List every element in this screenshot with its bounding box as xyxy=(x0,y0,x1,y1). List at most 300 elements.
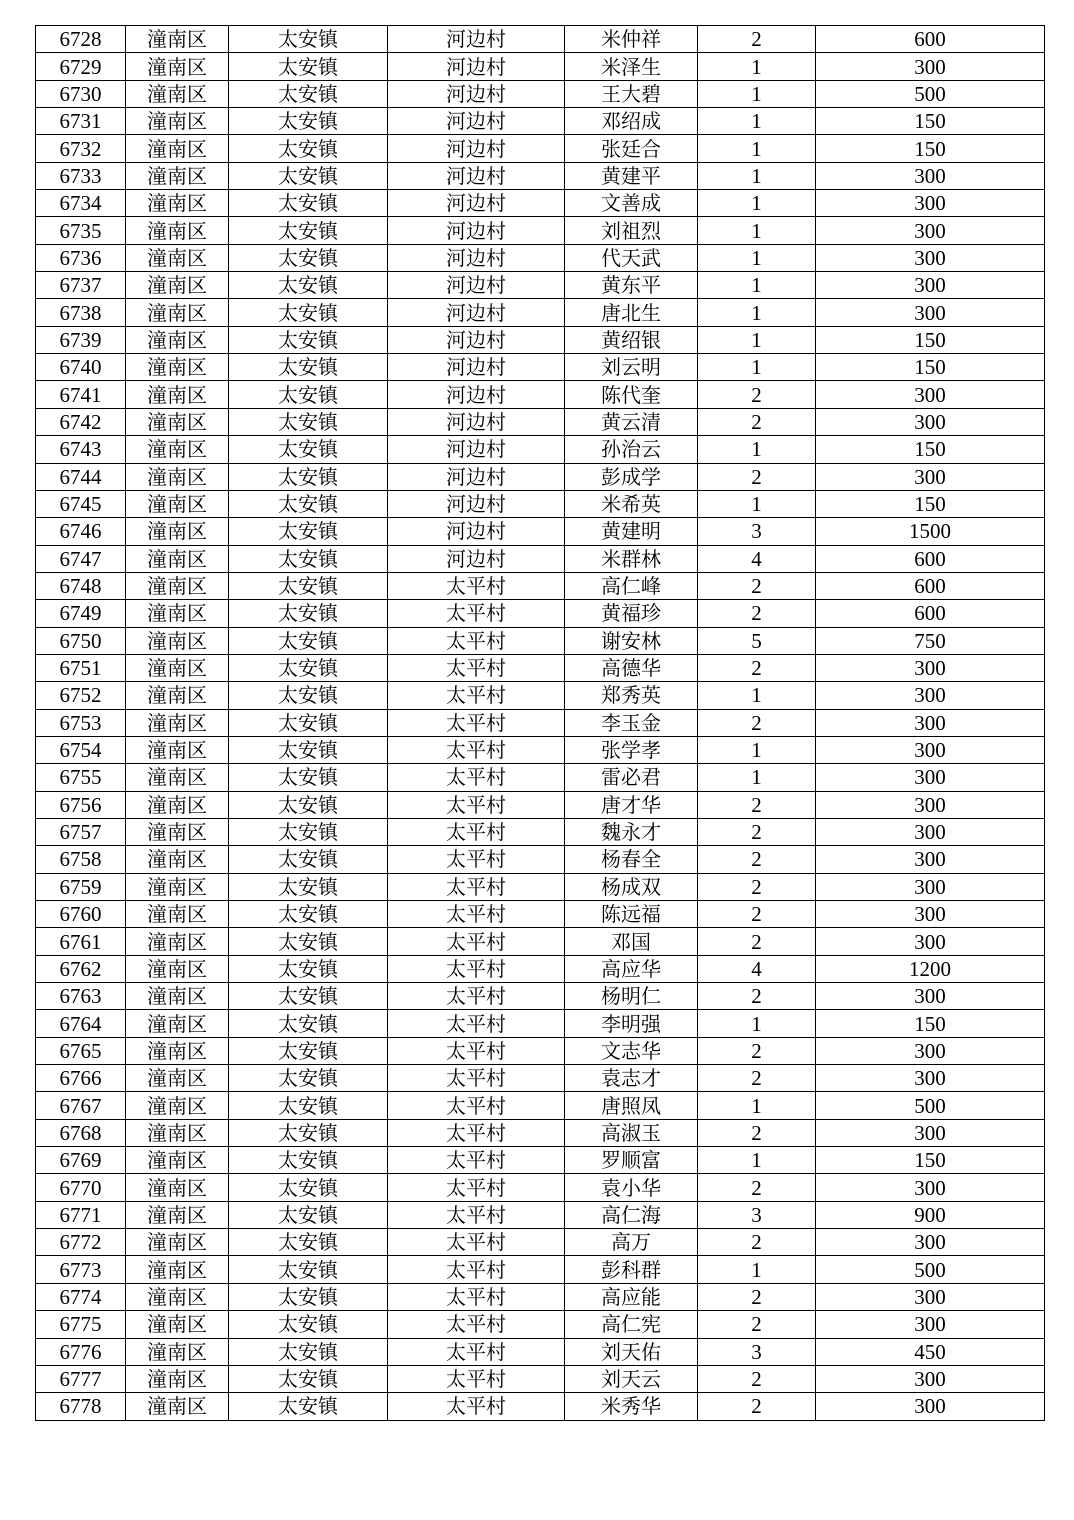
amount-cell: 300 xyxy=(816,463,1045,490)
town-cell: 太安镇 xyxy=(229,217,388,244)
village-cell: 太平村 xyxy=(388,1037,565,1064)
count-cell: 1 xyxy=(698,244,816,271)
village-cell: 河边村 xyxy=(388,436,565,463)
town-cell: 太安镇 xyxy=(229,736,388,763)
count-cell: 2 xyxy=(698,1037,816,1064)
serial-number-cell: 6773 xyxy=(36,1256,126,1283)
town-cell: 太安镇 xyxy=(229,108,388,135)
name-cell: 张学孝 xyxy=(565,736,698,763)
serial-number-cell: 6746 xyxy=(36,518,126,545)
serial-number-cell: 6756 xyxy=(36,791,126,818)
amount-cell: 300 xyxy=(816,736,1045,763)
name-cell: 刘祖烈 xyxy=(565,217,698,244)
count-cell: 1 xyxy=(698,326,816,353)
name-cell: 彭成学 xyxy=(565,463,698,490)
district-cell: 潼南区 xyxy=(126,955,229,982)
amount-cell: 300 xyxy=(816,873,1045,900)
count-cell: 2 xyxy=(698,709,816,736)
village-cell: 河边村 xyxy=(388,518,565,545)
table-row xyxy=(36,1010,1045,1037)
amount-cell: 1200 xyxy=(816,955,1045,982)
district-cell: 潼南区 xyxy=(126,1229,229,1256)
village-cell: 太平村 xyxy=(388,1393,565,1420)
count-cell: 2 xyxy=(698,928,816,955)
town-cell: 太安镇 xyxy=(229,572,388,599)
town-cell: 太安镇 xyxy=(229,764,388,791)
district-cell: 潼南区 xyxy=(126,1010,229,1037)
count-cell: 2 xyxy=(698,572,816,599)
town-cell: 太安镇 xyxy=(229,1393,388,1420)
town-cell: 太安镇 xyxy=(229,190,388,217)
serial-number-cell: 6741 xyxy=(36,381,126,408)
district-cell: 潼南区 xyxy=(126,1283,229,1310)
town-cell: 太安镇 xyxy=(229,682,388,709)
district-cell: 潼南区 xyxy=(126,463,229,490)
table-row xyxy=(36,764,1045,791)
count-cell: 1 xyxy=(698,1147,816,1174)
serial-number-cell: 6754 xyxy=(36,736,126,763)
village-cell: 太平村 xyxy=(388,1092,565,1119)
name-cell: 袁志才 xyxy=(565,1065,698,1092)
count-cell: 1 xyxy=(698,436,816,463)
count-cell: 3 xyxy=(698,1201,816,1228)
name-cell: 高仁海 xyxy=(565,1201,698,1228)
count-cell: 4 xyxy=(698,955,816,982)
serial-number-cell: 6772 xyxy=(36,1229,126,1256)
serial-number-cell: 6762 xyxy=(36,955,126,982)
district-cell: 潼南区 xyxy=(126,901,229,928)
town-cell: 太安镇 xyxy=(229,709,388,736)
table-row xyxy=(36,354,1045,381)
amount-cell: 150 xyxy=(816,1010,1045,1037)
district-cell: 潼南区 xyxy=(126,545,229,572)
table-row xyxy=(36,1311,1045,1338)
table-row xyxy=(36,162,1045,189)
village-cell: 太平村 xyxy=(388,1201,565,1228)
table-row xyxy=(36,627,1045,654)
amount-cell: 150 xyxy=(816,436,1045,463)
amount-cell: 300 xyxy=(816,272,1045,299)
village-cell: 太平村 xyxy=(388,1174,565,1201)
town-cell: 太安镇 xyxy=(229,272,388,299)
village-cell: 河边村 xyxy=(388,135,565,162)
table-row xyxy=(36,272,1045,299)
village-cell: 太平村 xyxy=(388,1365,565,1392)
village-cell: 太平村 xyxy=(388,709,565,736)
amount-cell: 600 xyxy=(816,545,1045,572)
name-cell: 罗顺富 xyxy=(565,1147,698,1174)
village-cell: 太平村 xyxy=(388,682,565,709)
town-cell: 太安镇 xyxy=(229,1010,388,1037)
village-cell: 河边村 xyxy=(388,545,565,572)
count-cell: 2 xyxy=(698,1393,816,1420)
count-cell: 2 xyxy=(698,1365,816,1392)
amount-cell: 300 xyxy=(816,818,1045,845)
name-cell: 王大碧 xyxy=(565,80,698,107)
table-row xyxy=(36,901,1045,928)
village-cell: 太平村 xyxy=(388,1147,565,1174)
village-cell: 河边村 xyxy=(388,162,565,189)
table-row xyxy=(36,846,1045,873)
amount-cell: 300 xyxy=(816,299,1045,326)
table-row xyxy=(36,1283,1045,1310)
serial-number-cell: 6774 xyxy=(36,1283,126,1310)
name-cell: 邓国 xyxy=(565,928,698,955)
serial-number-cell: 6751 xyxy=(36,654,126,681)
table-row xyxy=(36,26,1045,53)
serial-number-cell: 6729 xyxy=(36,53,126,80)
serial-number-cell: 6749 xyxy=(36,600,126,627)
serial-number-cell: 6742 xyxy=(36,408,126,435)
serial-number-cell: 6728 xyxy=(36,26,126,53)
town-cell: 太安镇 xyxy=(229,354,388,381)
town-cell: 太安镇 xyxy=(229,490,388,517)
amount-cell: 300 xyxy=(816,709,1045,736)
name-cell: 代天武 xyxy=(565,244,698,271)
table-row xyxy=(36,80,1045,107)
count-cell: 1 xyxy=(698,1092,816,1119)
name-cell: 彭科群 xyxy=(565,1256,698,1283)
table-row xyxy=(36,463,1045,490)
amount-cell: 300 xyxy=(816,408,1045,435)
district-cell: 潼南区 xyxy=(126,1365,229,1392)
table-row xyxy=(36,1037,1045,1064)
district-cell: 潼南区 xyxy=(126,1393,229,1420)
amount-cell: 300 xyxy=(816,928,1045,955)
serial-number-cell: 6766 xyxy=(36,1065,126,1092)
village-cell: 河边村 xyxy=(388,53,565,80)
district-cell: 潼南区 xyxy=(126,408,229,435)
serial-number-cell: 6745 xyxy=(36,490,126,517)
amount-cell: 600 xyxy=(816,26,1045,53)
district-cell: 潼南区 xyxy=(126,217,229,244)
amount-cell: 600 xyxy=(816,572,1045,599)
serial-number-cell: 6747 xyxy=(36,545,126,572)
town-cell: 太安镇 xyxy=(229,955,388,982)
count-cell: 1 xyxy=(698,53,816,80)
district-cell: 潼南区 xyxy=(126,928,229,955)
district-cell: 潼南区 xyxy=(126,1311,229,1338)
serial-number-cell: 6740 xyxy=(36,354,126,381)
district-cell: 潼南区 xyxy=(126,791,229,818)
serial-number-cell: 6736 xyxy=(36,244,126,271)
district-cell: 潼南区 xyxy=(126,1119,229,1146)
amount-cell: 300 xyxy=(816,1037,1045,1064)
town-cell: 太安镇 xyxy=(229,1174,388,1201)
village-cell: 河边村 xyxy=(388,244,565,271)
amount-cell: 150 xyxy=(816,1147,1045,1174)
town-cell: 太安镇 xyxy=(229,600,388,627)
village-cell: 太平村 xyxy=(388,1311,565,1338)
district-cell: 潼南区 xyxy=(126,1092,229,1119)
serial-number-cell: 6757 xyxy=(36,818,126,845)
name-cell: 唐才华 xyxy=(565,791,698,818)
district-cell: 潼南区 xyxy=(126,80,229,107)
town-cell: 太安镇 xyxy=(229,326,388,353)
amount-cell: 300 xyxy=(816,983,1045,1010)
amount-cell: 300 xyxy=(816,682,1045,709)
name-cell: 孙治云 xyxy=(565,436,698,463)
table-row xyxy=(36,873,1045,900)
district-cell: 潼南区 xyxy=(126,983,229,1010)
village-cell: 太平村 xyxy=(388,873,565,900)
count-cell: 2 xyxy=(698,901,816,928)
name-cell: 文志华 xyxy=(565,1037,698,1064)
town-cell: 太安镇 xyxy=(229,627,388,654)
amount-cell: 300 xyxy=(816,217,1045,244)
village-cell: 太平村 xyxy=(388,983,565,1010)
amount-cell: 300 xyxy=(816,654,1045,681)
village-cell: 太平村 xyxy=(388,600,565,627)
district-cell: 潼南区 xyxy=(126,572,229,599)
village-cell: 河边村 xyxy=(388,217,565,244)
amount-cell: 150 xyxy=(816,490,1045,517)
table-row xyxy=(36,1092,1045,1119)
name-cell: 高万 xyxy=(565,1229,698,1256)
town-cell: 太安镇 xyxy=(229,53,388,80)
name-cell: 杨成双 xyxy=(565,873,698,900)
name-cell: 袁小华 xyxy=(565,1174,698,1201)
village-cell: 太平村 xyxy=(388,1010,565,1037)
name-cell: 陈远福 xyxy=(565,901,698,928)
table-row xyxy=(36,1201,1045,1228)
serial-number-cell: 6769 xyxy=(36,1147,126,1174)
town-cell: 太安镇 xyxy=(229,381,388,408)
name-cell: 唐北生 xyxy=(565,299,698,326)
amount-cell: 300 xyxy=(816,764,1045,791)
village-cell: 太平村 xyxy=(388,1119,565,1146)
district-cell: 潼南区 xyxy=(126,1174,229,1201)
serial-number-cell: 6737 xyxy=(36,272,126,299)
serial-number-cell: 6761 xyxy=(36,928,126,955)
village-cell: 河边村 xyxy=(388,326,565,353)
village-cell: 太平村 xyxy=(388,1338,565,1365)
count-cell: 2 xyxy=(698,983,816,1010)
name-cell: 杨春全 xyxy=(565,846,698,873)
district-cell: 潼南区 xyxy=(126,299,229,326)
count-cell: 1 xyxy=(698,1010,816,1037)
district-cell: 潼南区 xyxy=(126,682,229,709)
amount-cell: 150 xyxy=(816,135,1045,162)
serial-number-cell: 6748 xyxy=(36,572,126,599)
count-cell: 2 xyxy=(698,600,816,627)
district-cell: 潼南区 xyxy=(126,1256,229,1283)
name-cell: 刘天云 xyxy=(565,1365,698,1392)
district-cell: 潼南区 xyxy=(126,1338,229,1365)
name-cell: 邓绍成 xyxy=(565,108,698,135)
count-cell: 2 xyxy=(698,463,816,490)
village-cell: 太平村 xyxy=(388,736,565,763)
table-row xyxy=(36,190,1045,217)
name-cell: 郑秀英 xyxy=(565,682,698,709)
table-row xyxy=(36,818,1045,845)
district-cell: 潼南区 xyxy=(126,1147,229,1174)
amount-cell: 300 xyxy=(816,1174,1045,1201)
serial-number-cell: 6750 xyxy=(36,627,126,654)
town-cell: 太安镇 xyxy=(229,463,388,490)
district-cell: 潼南区 xyxy=(126,354,229,381)
district-cell: 潼南区 xyxy=(126,436,229,463)
town-cell: 太安镇 xyxy=(229,299,388,326)
serial-number-cell: 6777 xyxy=(36,1365,126,1392)
town-cell: 太安镇 xyxy=(229,1037,388,1064)
serial-number-cell: 6752 xyxy=(36,682,126,709)
serial-number-cell: 6768 xyxy=(36,1119,126,1146)
village-cell: 太平村 xyxy=(388,1229,565,1256)
name-cell: 张廷合 xyxy=(565,135,698,162)
table-row xyxy=(36,299,1045,326)
village-cell: 太平村 xyxy=(388,818,565,845)
village-cell: 河边村 xyxy=(388,299,565,326)
village-cell: 太平村 xyxy=(388,791,565,818)
district-cell: 潼南区 xyxy=(126,26,229,53)
village-cell: 太平村 xyxy=(388,928,565,955)
village-cell: 河边村 xyxy=(388,80,565,107)
town-cell: 太安镇 xyxy=(229,545,388,572)
village-cell: 太平村 xyxy=(388,1256,565,1283)
count-cell: 2 xyxy=(698,846,816,873)
name-cell: 杨明仁 xyxy=(565,983,698,1010)
amount-cell: 300 xyxy=(816,1365,1045,1392)
count-cell: 2 xyxy=(698,654,816,681)
amount-cell: 500 xyxy=(816,80,1045,107)
table-row xyxy=(36,709,1045,736)
amount-cell: 450 xyxy=(816,1338,1045,1365)
district-cell: 潼南区 xyxy=(126,244,229,271)
count-cell: 2 xyxy=(698,1119,816,1146)
serial-number-cell: 6764 xyxy=(36,1010,126,1037)
town-cell: 太安镇 xyxy=(229,162,388,189)
count-cell: 4 xyxy=(698,545,816,572)
town-cell: 太安镇 xyxy=(229,983,388,1010)
table-row xyxy=(36,955,1045,982)
district-cell: 潼南区 xyxy=(126,764,229,791)
name-cell: 黄建平 xyxy=(565,162,698,189)
count-cell: 2 xyxy=(698,26,816,53)
town-cell: 太安镇 xyxy=(229,901,388,928)
district-cell: 潼南区 xyxy=(126,600,229,627)
count-cell: 5 xyxy=(698,627,816,654)
district-cell: 潼南区 xyxy=(126,654,229,681)
town-cell: 太安镇 xyxy=(229,1311,388,1338)
district-cell: 潼南区 xyxy=(126,818,229,845)
serial-number-cell: 6775 xyxy=(36,1311,126,1338)
district-cell: 潼南区 xyxy=(126,135,229,162)
count-cell: 1 xyxy=(698,736,816,763)
serial-number-cell: 6765 xyxy=(36,1037,126,1064)
amount-cell: 150 xyxy=(816,108,1045,135)
table-row xyxy=(36,1147,1045,1174)
serial-number-cell: 6731 xyxy=(36,108,126,135)
amount-cell: 300 xyxy=(816,1393,1045,1420)
town-cell: 太安镇 xyxy=(229,791,388,818)
count-cell: 1 xyxy=(698,764,816,791)
amount-cell: 300 xyxy=(816,162,1045,189)
name-cell: 黄绍银 xyxy=(565,326,698,353)
table-row xyxy=(36,436,1045,463)
table-row xyxy=(36,1256,1045,1283)
serial-number-cell: 6755 xyxy=(36,764,126,791)
name-cell: 高德华 xyxy=(565,654,698,681)
town-cell: 太安镇 xyxy=(229,436,388,463)
village-cell: 太平村 xyxy=(388,654,565,681)
count-cell: 1 xyxy=(698,217,816,244)
serial-number-cell: 6732 xyxy=(36,135,126,162)
town-cell: 太安镇 xyxy=(229,1147,388,1174)
serial-number-cell: 6734 xyxy=(36,190,126,217)
table-row xyxy=(36,326,1045,353)
count-cell: 1 xyxy=(698,354,816,381)
district-cell: 潼南区 xyxy=(126,272,229,299)
serial-number-cell: 6778 xyxy=(36,1393,126,1420)
town-cell: 太安镇 xyxy=(229,846,388,873)
table-row xyxy=(36,244,1045,271)
table-row xyxy=(36,736,1045,763)
count-cell: 2 xyxy=(698,818,816,845)
amount-cell: 900 xyxy=(816,1201,1045,1228)
amount-cell: 300 xyxy=(816,1311,1045,1338)
name-cell: 高应华 xyxy=(565,955,698,982)
count-cell: 1 xyxy=(698,190,816,217)
count-cell: 2 xyxy=(698,1174,816,1201)
village-cell: 太平村 xyxy=(388,627,565,654)
district-cell: 潼南区 xyxy=(126,53,229,80)
town-cell: 太安镇 xyxy=(229,928,388,955)
count-cell: 1 xyxy=(698,108,816,135)
town-cell: 太安镇 xyxy=(229,80,388,107)
village-cell: 太平村 xyxy=(388,1283,565,1310)
serial-number-cell: 6771 xyxy=(36,1201,126,1228)
amount-cell: 300 xyxy=(816,244,1045,271)
village-cell: 太平村 xyxy=(388,1065,565,1092)
name-cell: 高仁峰 xyxy=(565,572,698,599)
serial-number-cell: 6776 xyxy=(36,1338,126,1365)
count-cell: 1 xyxy=(698,162,816,189)
name-cell: 雷必君 xyxy=(565,764,698,791)
name-cell: 魏永才 xyxy=(565,818,698,845)
village-cell: 太平村 xyxy=(388,901,565,928)
serial-number-cell: 6744 xyxy=(36,463,126,490)
name-cell: 米仲祥 xyxy=(565,26,698,53)
town-cell: 太安镇 xyxy=(229,1065,388,1092)
table-row xyxy=(36,572,1045,599)
town-cell: 太安镇 xyxy=(229,873,388,900)
table-row xyxy=(36,1119,1045,1146)
table-row xyxy=(36,654,1045,681)
amount-cell: 600 xyxy=(816,600,1045,627)
village-cell: 河边村 xyxy=(388,190,565,217)
village-cell: 河边村 xyxy=(388,108,565,135)
serial-number-cell: 6763 xyxy=(36,983,126,1010)
table-row xyxy=(36,408,1045,435)
count-cell: 2 xyxy=(698,381,816,408)
amount-cell: 300 xyxy=(816,381,1045,408)
district-cell: 潼南区 xyxy=(126,490,229,517)
name-cell: 唐照凤 xyxy=(565,1092,698,1119)
table-row xyxy=(36,108,1045,135)
amount-cell: 500 xyxy=(816,1256,1045,1283)
table-row xyxy=(36,53,1045,80)
name-cell: 黄东平 xyxy=(565,272,698,299)
count-cell: 2 xyxy=(698,1065,816,1092)
district-cell: 潼南区 xyxy=(126,381,229,408)
count-cell: 2 xyxy=(698,1311,816,1338)
amount-cell: 150 xyxy=(816,326,1045,353)
name-cell: 李玉金 xyxy=(565,709,698,736)
serial-number-cell: 6743 xyxy=(36,436,126,463)
amount-cell: 300 xyxy=(816,1283,1045,1310)
village-cell: 河边村 xyxy=(388,490,565,517)
